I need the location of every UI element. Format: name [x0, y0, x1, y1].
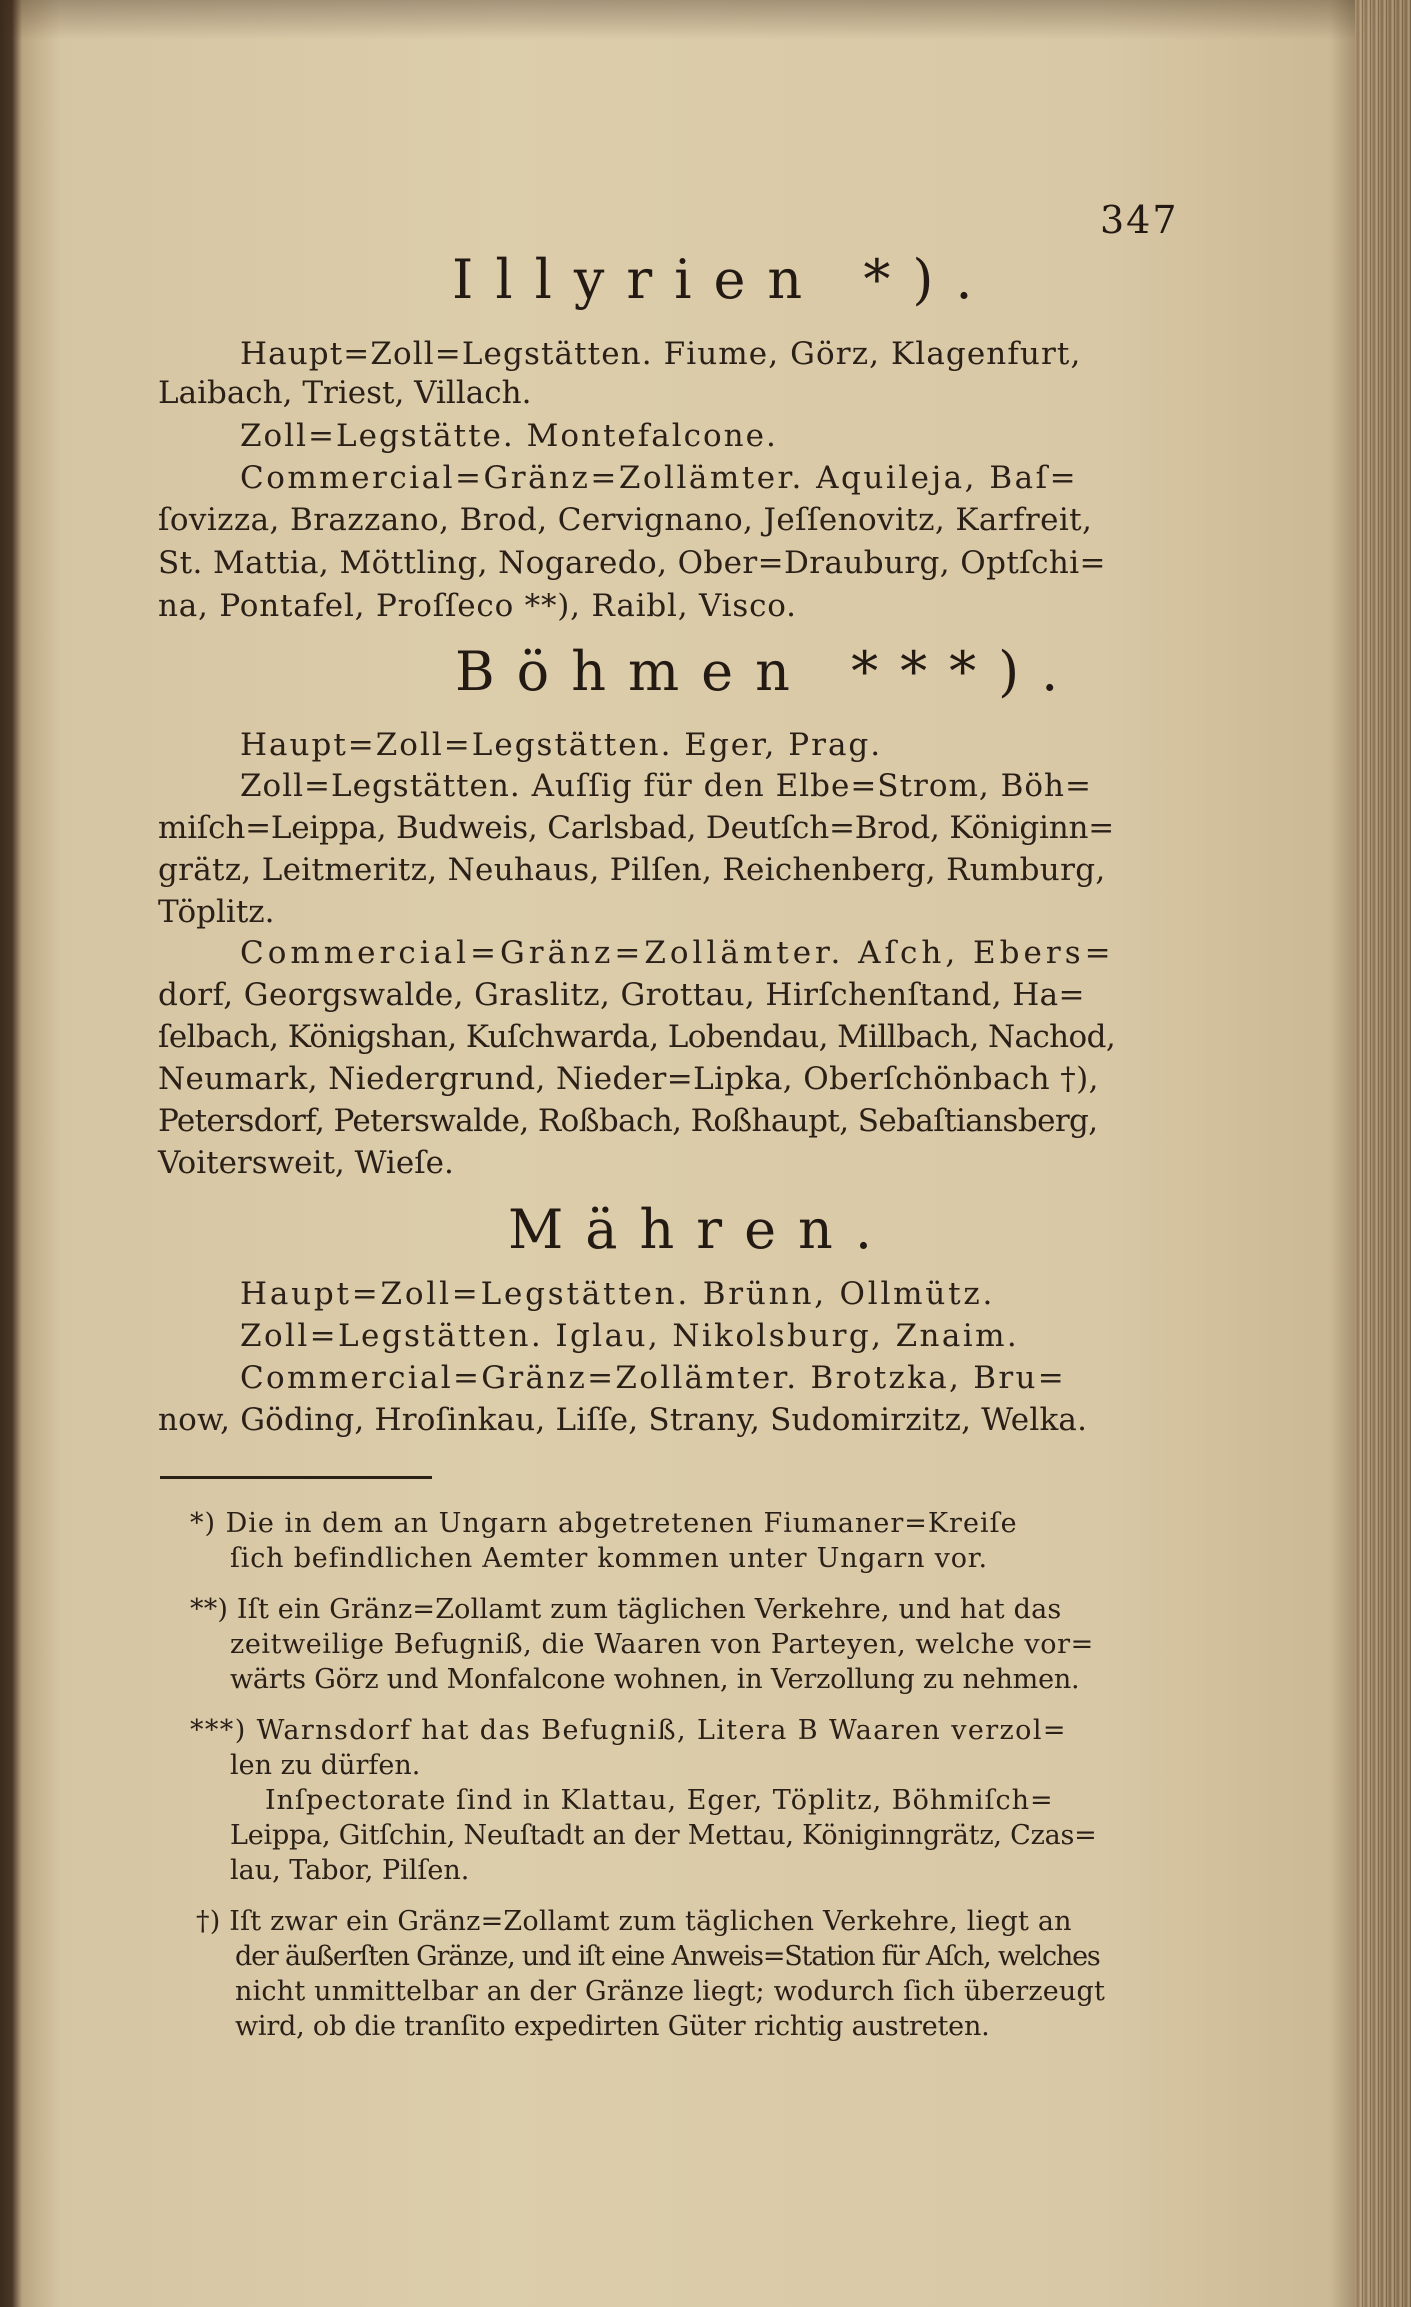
footnote-1-line-1: *) Die in dem an Ungarn abgetretenen Fiumaner=Kreiſe: [190, 1508, 1018, 1539]
boehmen-line-11: Voitersweit, Wieſe.: [158, 1145, 454, 1181]
boehmen-line-4: grätz, Leitmeritz, Neuhaus, Pilſen, Reichenberg, Rumburg,: [158, 852, 1106, 888]
footnote-1-line-2: ſich befindlichen Aemter kommen unter Ungarn vor.: [230, 1543, 988, 1574]
illyrien-line-6: St. Mattia, Möttling, Nogaredo, Ober=Drauburg, Optſchi=: [158, 545, 1106, 581]
footnote-2-line-3: wärts Görz und Monfalcone wohnen, in Verzollung zu nehmen.: [230, 1664, 1080, 1695]
footnote-3-line-5: lau, Tabor, Pilſen.: [230, 1855, 470, 1886]
maehren-line-3: Commercial=Gränz=Zollämter. Brotzka, Bru=: [240, 1360, 1067, 1396]
boehmen-line-3: miſch=Leippa, Budweis, Carlsbad, Deutſch=Brod, Königinn=: [158, 810, 1115, 846]
boehmen-line-10: Petersdorf, Peterswalde, Roßbach, Roßhaupt, Sebaſtiansberg,: [158, 1103, 1098, 1139]
book-page-edges: [1355, 0, 1411, 2307]
boehmen-line-6: Commercial=Gränz=Zollämter. Aſch, Ebers=: [240, 935, 1115, 971]
page-number: 347: [1100, 198, 1179, 242]
footnote-3-line-3: Inſpectorate ſind in Klattau, Eger, Töplitz, Böhmiſch=: [265, 1785, 1054, 1816]
maehren-line-4: now, Göding, Hroſinkau, Liſſe, Strany, Sudomirzitz, Welka.: [158, 1402, 1088, 1438]
boehmen-line-8: ſelbach, Königshan, Kuſchwarda, Lobendau, Millbach, Nachod,: [158, 1019, 1116, 1055]
heading-illyrien: Illyrien *).: [452, 248, 995, 311]
boehmen-line-7: dorf, Georgswalde, Graslitz, Grottau, Hirſchenſtand, Ha=: [158, 977, 1085, 1013]
heading-maehren: Mähren.: [508, 1198, 894, 1261]
footnote-4-line-4: wird, ob die tranſito expedirten Güter richtig austreten.: [235, 2011, 990, 2042]
footnote-4-line-3: nicht unmittelbar an der Gränze liegt; wodurch ſich überzeugt: [235, 1976, 1106, 2007]
boehmen-line-5: Töplitz.: [158, 894, 275, 930]
illyrien-line-4: Commercial=Gränz=Zollämter. Aquileja, Baſ=: [240, 460, 1079, 496]
illyrien-line-5: ſovizza, Brazzano, Brod, Cervignano, Jeſſenovitz, Karfreit,: [158, 502, 1093, 538]
footnote-2-line-1: **) Iſt ein Gränz=Zollamt zum täglichen Verkehre, und hat das: [190, 1594, 1062, 1625]
boehmen-line-9: Neumark, Niedergrund, Nieder=Lipka, Oberſchönbach †),: [158, 1061, 1099, 1097]
footnote-3-line-1: ***) Warnsdorf hat das Befugniß, Litera B Waaren verzol=: [190, 1715, 1067, 1746]
heading-boehmen: Böhmen ***).: [455, 640, 1081, 703]
maehren-line-1: Haupt=Zoll=Legstätten. Brünn, Ollmütz.: [240, 1276, 996, 1312]
footnote-4-line-1: †) Iſt zwar ein Gränz=Zollamt zum täglichen Verkehre, liegt an: [196, 1906, 1072, 1937]
boehmen-line-2: Zoll=Legstätten. Auſſig für den Elbe=Strom, Böh=: [240, 768, 1092, 804]
illyrien-line-3: Zoll=Legstätte. Montefalcone.: [240, 418, 778, 454]
illyrien-line-1: Haupt=Zoll=Legstätten. Fiume, Görz, Klagenfurt,: [240, 336, 1082, 372]
footnote-3-line-4: Leippa, Gitſchin, Neuſtadt an der Mettau, Königinngrätz, Czas=: [230, 1820, 1097, 1851]
footnote-4-line-2: der äußerſten Gränze, und iſt eine Anweis=Station für Aſch, welches: [235, 1941, 1100, 1972]
page-top-shadow: [0, 0, 1411, 40]
footnote-rule: [160, 1476, 432, 1479]
maehren-line-2: Zoll=Legstätten. Iglau, Nikolsburg, Znaim.: [240, 1318, 1020, 1354]
footnote-2-line-2: zeitweilige Befugniß, die Waaren von Parteyen, welche vor=: [230, 1629, 1094, 1660]
boehmen-line-1: Haupt=Zoll=Legstätten. Eger, Prag.: [240, 727, 883, 763]
footnote-3-line-2: len zu dürfen.: [230, 1750, 421, 1781]
illyrien-line-2: Laibach, Triest, Villach.: [158, 375, 532, 411]
illyrien-line-7: na, Pontafel, Proſſeco **), Raibl, Visco.: [158, 588, 797, 624]
